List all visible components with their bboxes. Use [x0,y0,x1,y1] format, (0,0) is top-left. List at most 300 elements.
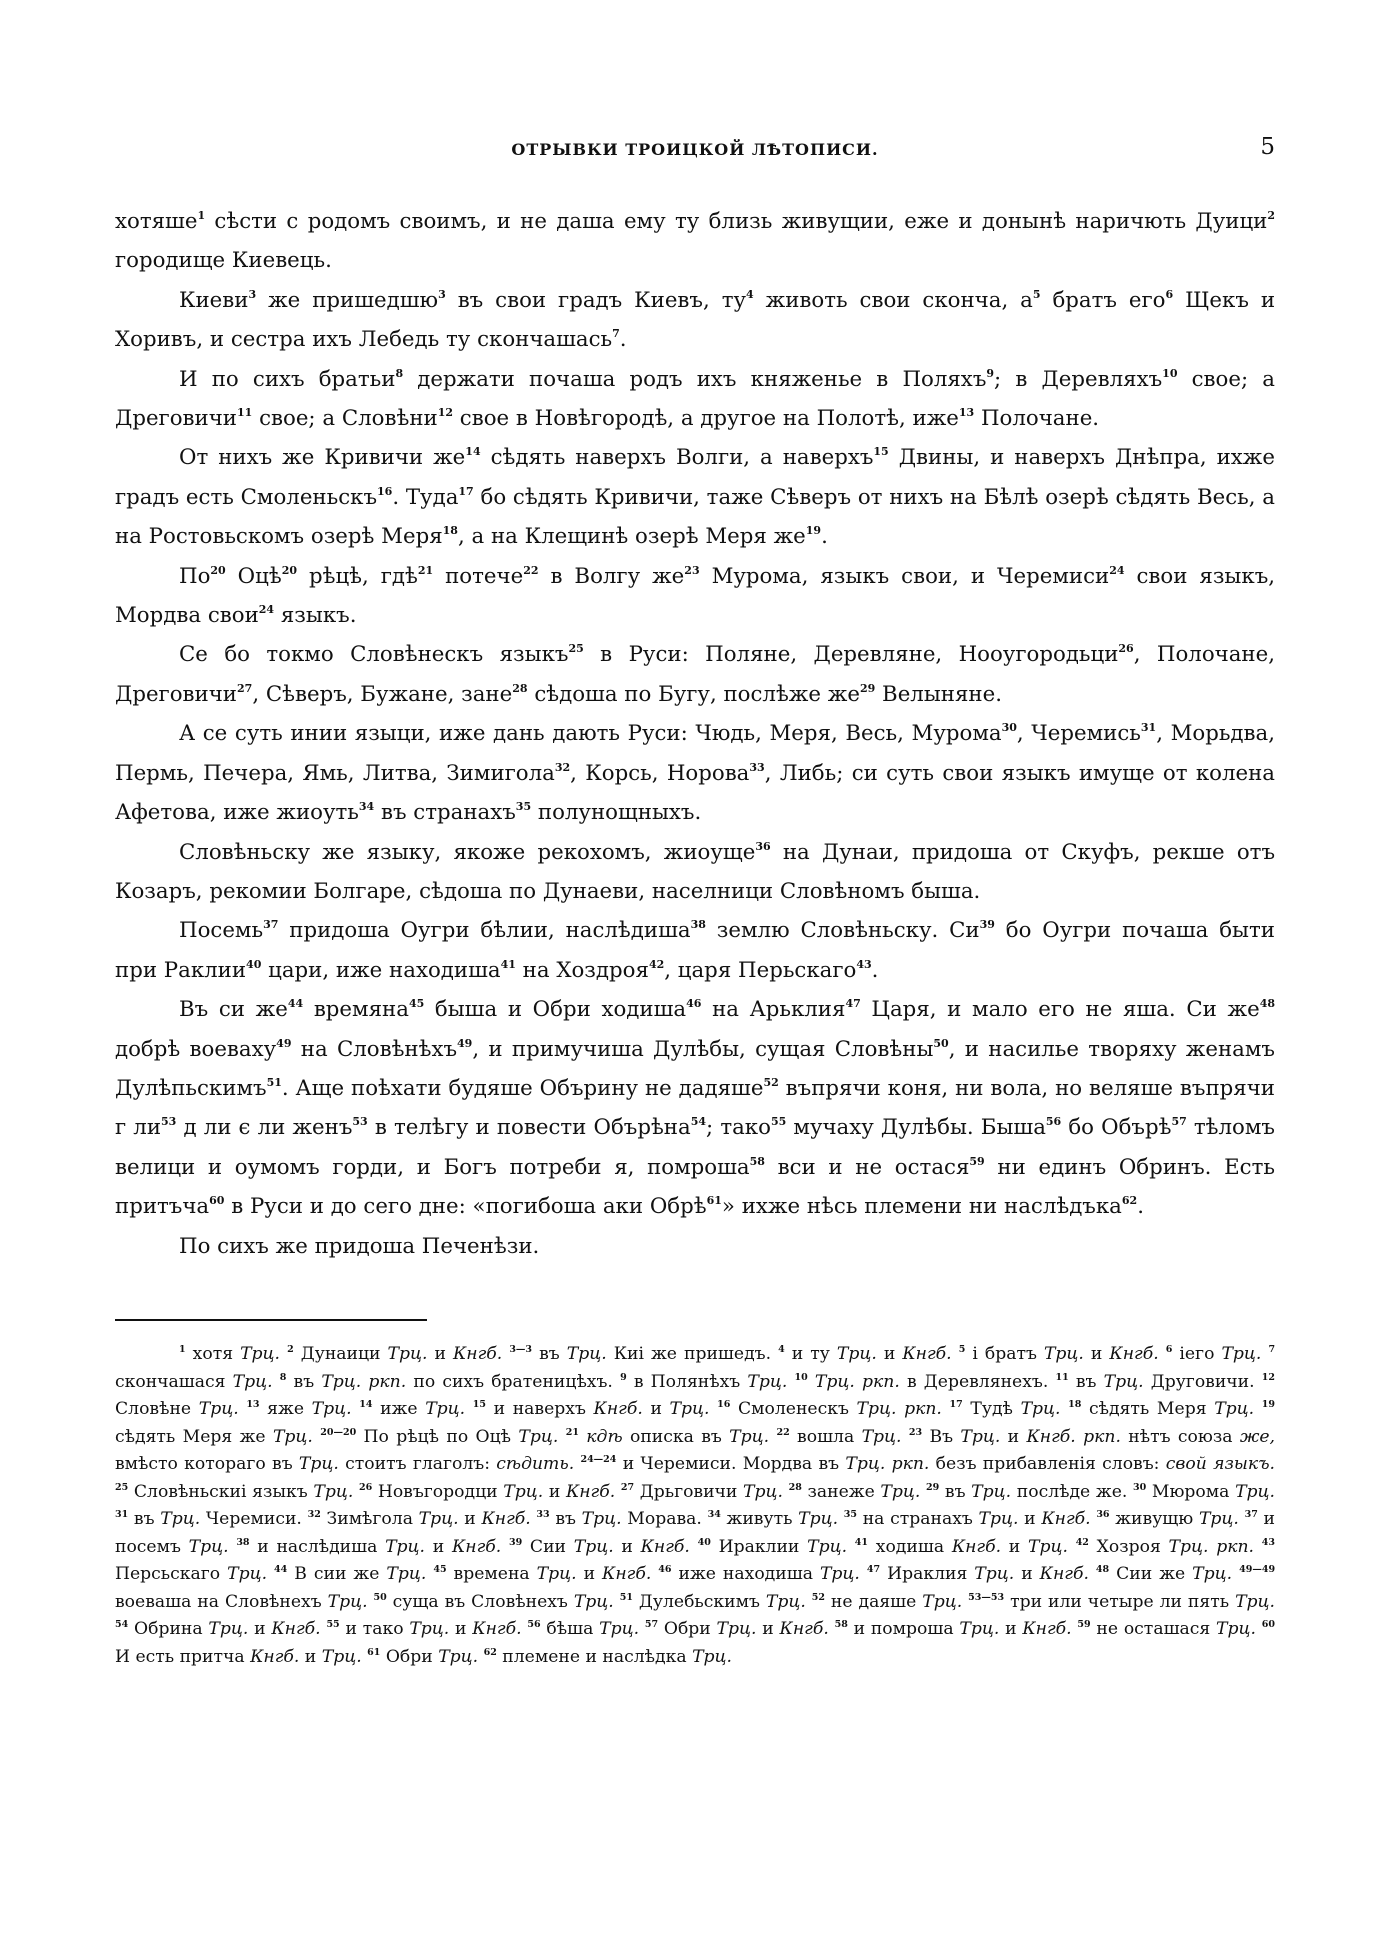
text-run: Мюрома [1146,1481,1236,1502]
text-run [690,1537,698,1557]
text-run: Киі же пришедъ. [606,1344,779,1364]
source-abbreviation: Трц. [807,1536,848,1557]
footnote-marker: 6 [1165,1344,1173,1355]
text-run: хотяше [115,209,198,234]
footnote-marker: 4 [746,287,754,301]
footnote-marker: 14 [359,1399,373,1410]
text-run: три или четыре ли пять [1004,1591,1236,1612]
text-run: в Руси: Поляне, Деревляне, Нооугородьци [583,642,1119,668]
footnote-marker: 19 [805,524,822,538]
source-abbreviation: Трц. [1198,1509,1239,1529]
text-run: тѣломъ велици и оумомъ горди, и Богъ потреби я, помроша [115,1115,1275,1180]
source-abbreviation: Трц. [819,1564,860,1584]
footnote-marker: 28 [512,681,528,695]
source-abbreviation: Кнгб. [902,1344,952,1364]
paragraph [115,438,1275,556]
text-run: , Корсь, Норова [570,760,750,786]
text-run: на Арьклия [701,997,846,1023]
source-abbreviation: Кнгб. [250,1646,300,1667]
text-run: Дулебьскимъ [632,1591,766,1612]
text-run: Въ [922,1426,961,1447]
text-run: свое; а Словѣни [252,406,438,432]
text-run: иже находиша [671,1564,820,1584]
footnote-marker: 23 [908,1426,923,1438]
footnote-marker: 58 [834,1619,848,1630]
footnote-marker: 2 [287,1344,294,1355]
text-run [808,1372,815,1392]
text-run: ; в Деревляхъ [994,366,1163,392]
text-run: и [613,1536,641,1557]
paragraph [115,714,1275,832]
footnote-marker: 23 [684,563,700,577]
text-run: быша и Обри ходиша [424,997,687,1023]
text-run: въ [532,1344,567,1364]
text-run: и [1083,1344,1110,1364]
footnote-marker: 9 [986,366,995,380]
text-run: свои языкъ, Мордва свои [115,563,1276,629]
text-run: не даяше [824,1591,923,1612]
source-abbreviation: Трц. [386,1564,427,1584]
text-run: рѣцѣ, гдѣ [297,563,418,589]
footnote-marker: 24 [1109,563,1125,577]
text-run: по сихъ братеницѣхъ. [406,1371,621,1392]
footnote-marker: 49 [457,1036,473,1050]
source-abbreviation: Трц. [438,1646,479,1667]
text-run: А се суть инии языци, иже дань дають Руси: Чюдь, Меря, Весь, Мурома [179,721,1002,747]
footnote-marker: 60 [209,1194,225,1208]
text-run: И есть притча [115,1646,251,1667]
text-run: . [871,957,879,983]
text-run [860,1564,867,1584]
text-run: Ираклии [710,1536,808,1557]
footnote-marker: 41 [854,1536,869,1548]
text-run: не осташася [1090,1619,1217,1639]
text-run: д ли є ли женъ [176,1115,353,1141]
paragraph [115,360,1275,439]
source-abbreviation: Трц. [692,1646,732,1667]
text-run: и [458,1509,482,1529]
text-run: . [821,524,828,550]
text-run: Словѣньскиі языкъ [128,1481,314,1502]
text-run: Новъгородци [372,1481,504,1502]
text-run [1254,1399,1262,1419]
footnote-marker: 53—53 [968,1591,1005,1603]
text-run: придоша Оугри бѣлии, наслѣдиша [278,918,691,944]
source-abbreviation: Трц. [798,1509,839,1529]
text-run: землю Словѣньску. Си [705,918,980,944]
source-abbreviation: Кнгб. [1109,1344,1159,1364]
source-abbreviation: Кнгб. [271,1619,321,1639]
text-run: свое; а Дреговичи [115,366,1275,432]
paragraph [115,833,1275,912]
text-run: и [1000,1426,1027,1447]
footnote-marker: 19 [1261,1399,1275,1410]
footnote-marker: 24—24 [580,1454,617,1465]
text-run: сѣдять Меря [1081,1399,1215,1419]
source-abbreviation: Трц. [1020,1399,1061,1419]
footnote-marker: 37 [1244,1509,1258,1520]
footnote-marker: 25 [115,1481,129,1493]
source-abbreviation: Трц. [922,1591,963,1612]
text-run: и [427,1344,453,1364]
text-run: въ странахъ [374,800,516,826]
text-run [847,1537,855,1557]
footnote-marker: 30 [1001,721,1017,735]
text-run: держати почаша родъ ихъ княженье в Поляхъ [403,366,987,392]
footnote-marker: 59 [969,1154,985,1168]
text-run: ; тако [706,1115,771,1141]
text-run: въ [939,1481,972,1502]
text-run: в Волгу же [538,563,685,589]
text-run: хотя [185,1344,241,1364]
footnote-marker: 10 [1162,366,1178,380]
source-abbreviation: Трц. [208,1619,249,1639]
page-number: 5 [1260,134,1275,160]
source-abbreviation: Трц. [240,1344,281,1364]
text-run [267,1564,274,1584]
footnote-marker: 56 [527,1619,541,1630]
text-run: Тудѣ [962,1399,1021,1419]
footnote-marker: 62 [1121,1194,1138,1208]
paragraph [115,1227,1275,1266]
text-run [465,1399,473,1419]
footnote-marker: 30 [1132,1481,1147,1493]
text-run: и [299,1646,322,1667]
source-abbreviation: Трц. ркп. [814,1371,900,1392]
footnote-marker: 36 [1096,1509,1110,1520]
footnote-marker: 61 [706,1194,722,1208]
footnote-marker: 61 [367,1646,381,1658]
text-run: . Туда [392,484,459,510]
text-run: вмѣсто котораго въ [115,1454,299,1474]
text-run: Зимѣгола [320,1509,419,1529]
footnote-marker: 36 [755,839,771,853]
text-run: , а на Клещинѣ озерѣ Меря же [457,524,806,550]
source-abbreviation: Кнгб. [779,1619,829,1639]
text-run: в Руси и до сего дне: «погибоша аки Обрѣ [224,1194,707,1220]
source-abbreviation: Кнгб. [951,1536,1002,1557]
source-abbreviation: Трц. [581,1509,622,1529]
source-abbreviation: Трц. [311,1399,352,1419]
text-run: свое в Новѣгородѣ, а другое на Полотѣ, иже [453,406,959,432]
text-run [1068,1537,1076,1557]
source-abbreviation: Трц. [1103,1371,1144,1392]
source-abbreviation: Трц. [418,1509,459,1529]
text-run: добрѣ воеваху [115,1036,277,1062]
source-abbreviation: Трц. [313,1481,354,1502]
text-run: В сии же [287,1564,387,1584]
text-run: Обрина [128,1619,209,1639]
text-run: и [756,1619,780,1639]
text-run [952,1344,959,1364]
footnote-marker: 47 [866,1564,881,1575]
text-run: въпрячи коня, ни вола, но веляше въпрячи г ли [115,1075,1275,1141]
text-run: бо Обърѣ [1061,1115,1172,1141]
footnote-marker: 11 [1055,1371,1069,1383]
text-run: бо Оугри почаша быти при Раклии [115,918,1275,983]
main-text [115,202,1275,1266]
footnote-marker: 44 [287,997,304,1011]
text-run: Черемиси. [200,1509,308,1529]
text-run: Дунаици [293,1344,388,1364]
source-abbreviation: Трц. [573,1536,614,1557]
text-run [787,1372,794,1392]
footnote-marker: 54 [115,1619,129,1630]
text-run: бо сѣдять Кривичи, таже Сѣверъ от нихъ на Бѣлѣ озерѣ сѣдять Весь, а на Ростовьскомъ озерѣ Меря [115,484,1275,550]
footnote-marker: 25 [568,642,584,656]
footnote-marker: 1 [179,1344,186,1355]
text-run: ходиша [868,1536,952,1557]
text-run: Двины, и наверхъ Днѣпра, ихже градъ есть Смоленьскъ [115,445,1275,510]
text-run: По рѣцѣ по Оцѣ [356,1426,519,1447]
footnote-marker: 35 [843,1509,858,1520]
footnote-marker: 5 [1032,287,1041,301]
text-run: Смоленескъ [730,1399,857,1419]
text-run: суща въ Словѣнехъ [386,1591,574,1612]
footnote-marker: 18 [1068,1399,1082,1410]
footnote-marker: 26 [1118,642,1134,656]
source-abbreviation: Кнгб. [453,1344,503,1364]
footnote-marker: 55 [326,1619,340,1630]
footnote-marker: 38 [236,1536,250,1548]
text-run: въ свои градъ Киевъ, ту [445,287,747,313]
source-abbreviation: Трц. ркп. [1168,1536,1255,1557]
footnote-marker: 50 [373,1591,387,1603]
text-run: и [576,1564,603,1584]
footnote-marker: 21 [565,1426,579,1438]
text-run: безъ прибавленія словъ: [929,1454,1166,1474]
text-run: городище Киевець. [115,248,332,274]
footnote-marker: 40 [246,957,262,971]
text-run: ни единъ Обринъ. Есть притъча [115,1154,1275,1220]
source-abbreviation: Трц. [198,1399,239,1419]
footnote-marker: 29 [926,1481,940,1493]
text-run: По [179,563,211,589]
source-abbreviation: Трц. [1221,1344,1262,1364]
text-run: на странахъ [857,1509,979,1529]
text-run: Сии [522,1536,574,1557]
text-run: в телѣгу и повести Обърѣна [367,1115,691,1141]
text-run: Хозроя [1088,1536,1169,1557]
text-run: в Полянѣхъ [626,1371,748,1392]
text-run: описка въ [622,1426,730,1447]
source-abbreviation: Трц. [298,1454,339,1474]
source-abbreviation: Трц. ркп. [856,1399,942,1419]
text-run: и помроша [847,1619,960,1639]
source-abbreviation: Трц. [227,1564,268,1584]
text-run: Се бо токмо Словѣнескъ языкъ [179,642,569,668]
source-abbreviation: Трц. [960,1426,1001,1447]
source-abbreviation: Кнгб. [640,1536,690,1557]
footnote-marker: 37 [263,918,279,932]
footnote-marker: 15 [873,445,889,459]
paragraph [115,202,1275,281]
footnote-marker: 32 [307,1509,321,1520]
footnote-marker: 41 [500,957,516,971]
text-run: Полочане. [974,406,1100,432]
source-abbreviation: Трц. [518,1426,559,1447]
source-abbreviation: Трц. [974,1564,1015,1584]
text-run: мучаху Дулѣбы. Быша [786,1115,1046,1141]
footnote-marker: 45 [408,997,425,1011]
text-run: сѣдять наверхъ Волги, а наверхъ [480,445,874,471]
text-run: и [642,1399,670,1419]
text-run [501,1537,509,1557]
text-run: Дрьговичи [634,1481,744,1502]
text-run: , царя Перьскаго [664,957,857,983]
footnote-marker: 54 [690,1115,707,1129]
source-abbreviation: Трц. [1235,1591,1275,1612]
text-run: Киеви [179,287,249,313]
footnote-marker: 17 [949,1399,963,1410]
text-run [902,1427,909,1447]
footnote-marker: 33 [749,760,765,774]
footnote-marker: 47 [845,997,861,1011]
source-abbreviation: Трц. [160,1509,201,1529]
footnote-marker: 13 [246,1399,260,1410]
text-run: И по сихъ братьи [179,366,396,392]
source-abbreviation: Трц. [188,1536,229,1557]
footnote-marker: 52 [811,1591,825,1603]
text-run: и [425,1536,452,1557]
footnote-marker: 42 [1075,1536,1089,1548]
footnote-marker: 53 [161,1115,177,1129]
text-run: послѣде же. [1011,1481,1133,1502]
source-abbreviation: кдѣ [586,1426,623,1447]
text-run: Обри [658,1619,717,1639]
text-run: и посемъ [115,1509,1275,1557]
text-run: и [248,1619,272,1639]
text-run: в Деревлянехъ. [899,1371,1056,1392]
source-abbreviation: Трц. [1043,1344,1084,1364]
footnote-marker: 21 [417,563,434,577]
footnote-marker: 12 [1261,1371,1275,1383]
text-run: сѣдоша по Бугу, послѣже же [527,681,860,707]
source-abbreviation: Трц. [599,1619,640,1639]
source-abbreviation: Трц. [566,1344,607,1364]
footnotes-paragraph [115,1341,1275,1671]
text-run: Мурома, языкъ свои, и Черемиси [699,563,1110,589]
text-run: » ихже нѣсь племени ни наслѣдъка [721,1194,1122,1220]
text-run: , Морьдва, Пермь, Печера, Ямь, Литва, Зимигола [115,721,1276,786]
text-run: сѣсти с родомъ своимъ, и не даша ему ту близь живущии, еже и донынѣ наричють Дуици [205,209,1268,234]
footnote-marker: 46 [686,997,702,1011]
source-abbreviation: Трц. [971,1481,1012,1502]
footnote-marker: 57 [644,1619,659,1630]
source-abbreviation: Трц. [327,1591,368,1612]
source-abbreviation: Трц. [385,1536,426,1557]
text-run [709,1399,717,1419]
footnote-divider [115,1319,427,1321]
footnote-marker: 20—20 [320,1426,357,1438]
footnote-marker: 27 [237,681,253,695]
text-run [273,1372,280,1392]
text-run: По сихъ же придоша Печенѣзи. [179,1233,540,1259]
footnote-marker: 31 [115,1509,129,1520]
text-run: на Хоздроя [515,957,649,983]
source-abbreviation: Трц. [836,1344,877,1364]
source-abbreviation: Кнгб. [1039,1564,1089,1584]
source-abbreviation: Трц. [669,1399,710,1419]
footnote-marker: 43 [856,957,872,971]
text-run: въ [1068,1371,1104,1392]
text-run: Морава. [621,1509,708,1529]
footnote-marker: 38 [690,918,706,932]
text-run: стоитъ глаголъ: [338,1454,497,1474]
text-run: занеже [801,1481,881,1502]
text-run: Ираклия [880,1564,975,1584]
text-run: племене и наслѣдка [496,1646,693,1667]
text-run: Щекъ и Хоривъ, и сестра ихъ Лебедь ту скончашась [115,287,1276,353]
text-run: живущю [1109,1509,1199,1529]
footnote-marker: 33 [536,1509,550,1520]
source-abbreviation: Трц. [861,1426,902,1447]
footnote-marker: 56 [1045,1115,1062,1129]
source-abbreviation: Трц. [1216,1619,1256,1639]
footnote-marker: 4 [778,1344,785,1355]
source-abbreviation: Трц. [765,1591,806,1612]
source-abbreviation: Трц. ркп. [845,1454,930,1474]
source-abbreviation: Кнгб. [602,1564,652,1584]
footnote-marker: 9 [620,1371,627,1383]
footnote-marker: 59 [1077,1619,1091,1630]
text-run: Словѣне [115,1399,199,1419]
source-abbreviation: Трц. [272,1426,313,1447]
footnote-marker: 3—3 [509,1344,533,1355]
text-run: вси и не остася [764,1154,970,1180]
source-abbreviation: Трц. [1192,1564,1233,1584]
footnote-marker: 34 [358,800,375,814]
paragraph [115,911,1275,990]
text-run: Въ си же [179,997,288,1023]
text-run: на Дунаи, придоша от Скуфъ, рекше отъ Козаръ, рекомии Болгаре, сѣдоша по Дунаеви, населници Словѣномъ быша. [115,839,1275,904]
footnote-marker: 27 [620,1481,635,1493]
text-run: животь свои сконча, а [753,287,1033,313]
source-abbreviation: Трц. [743,1481,783,1502]
footnote-marker: 2 [1267,209,1275,222]
footnote-marker: 46 [658,1564,672,1575]
footnote-marker: 7 [612,327,620,341]
source-abbreviation: свой языкъ. [1165,1454,1276,1474]
source-abbreviation: Трц. [1235,1481,1275,1502]
footnote-marker: 48 [1095,1564,1110,1575]
footnote-marker: 49 [276,1036,292,1050]
text-run [558,1427,565,1447]
footnote-marker: 3 [438,287,446,301]
footnote-marker: 6 [1165,287,1174,301]
text-run: Царя, и мало его не яша. Си же [860,997,1260,1023]
text-run: , Сѣверъ, Бужане, зане [252,681,513,707]
text-run: Персьскаго [115,1564,228,1584]
text-run: въ [128,1509,161,1529]
text-run: яже [259,1399,312,1419]
footnote-marker: 51 [266,1075,282,1089]
source-abbreviation: Трц. ркп. [321,1371,407,1392]
text-run: . Аще поѣхати будяше Обърину не дадяше [281,1075,764,1101]
text-run: бѣша [540,1619,600,1639]
footnotes [115,1341,1275,1671]
footnote-marker: 8 [279,1371,287,1383]
source-abbreviation: Кнгб. [472,1619,522,1639]
source-abbreviation: Трц. [1028,1536,1068,1557]
text-run [1061,1399,1069,1419]
source-abbreviation: Трц. [729,1426,770,1447]
source-abbreviation: Кнгб. [451,1536,502,1557]
text-run: и [1014,1564,1040,1584]
text-run: нѣтъ союза [1120,1426,1240,1447]
text-run: Велыняне. [875,681,1002,707]
footnote-marker: 48 [1259,997,1275,1011]
